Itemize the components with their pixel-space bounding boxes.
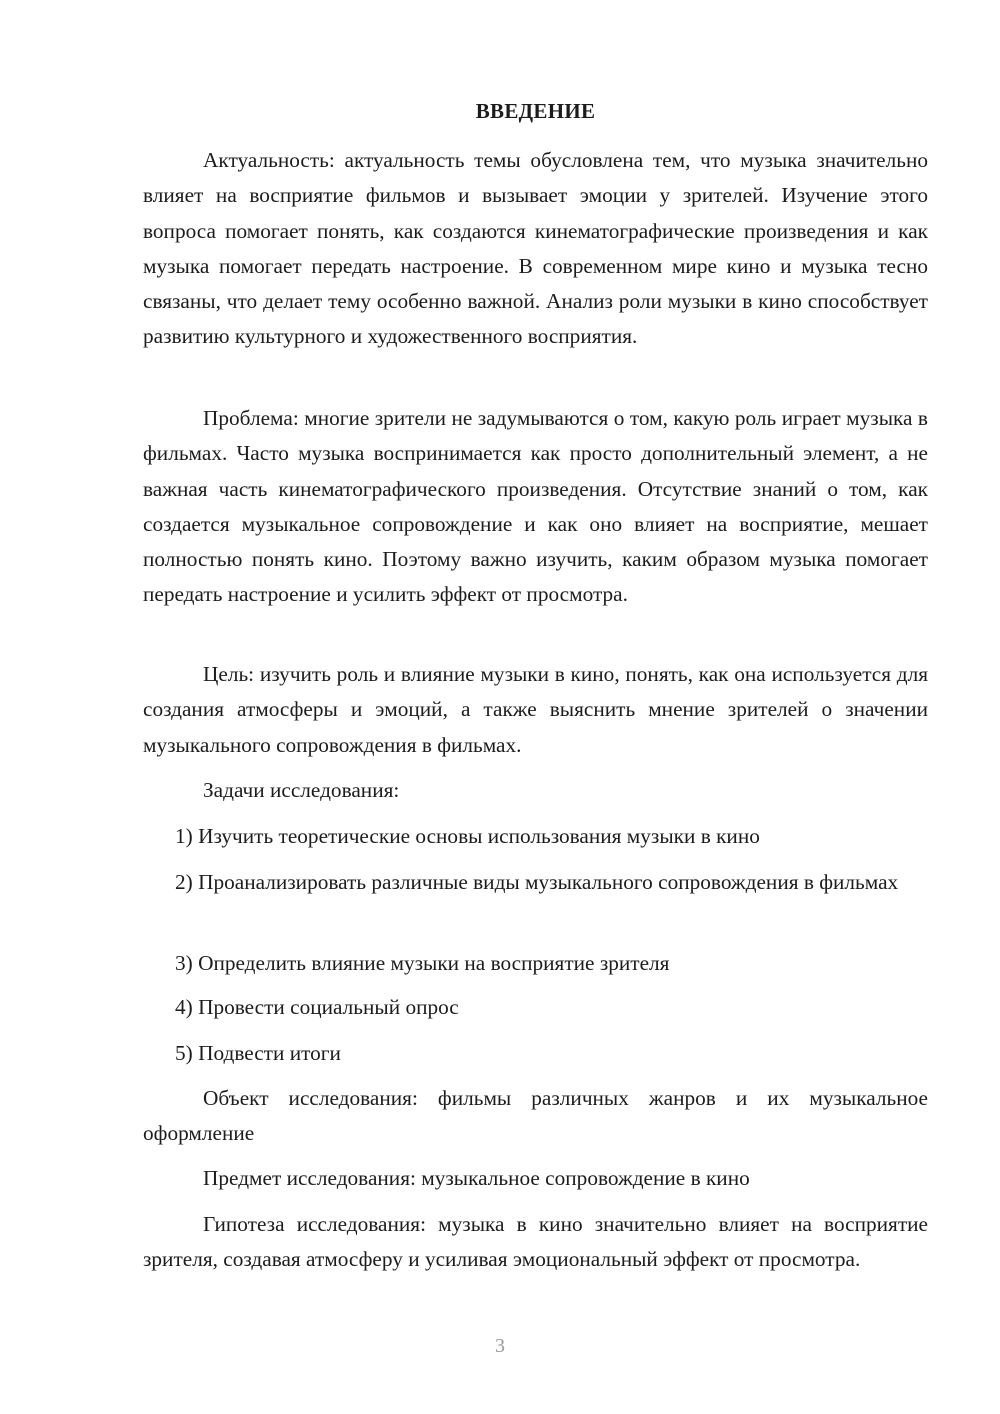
tasks-heading: Задачи исследования: [203, 778, 400, 802]
task-item-3: 3) Определить влияние музыки на восприятие зрителя [175, 951, 670, 975]
object-paragraph: Объект исследования: фильмы различных жанров и их музыкальное оформление [143, 1086, 928, 1146]
hypothesis-paragraph: Гипотеза исследования: музыка в кино значительно влияет на восприятие зрителя, создавая атмосферу и усиливая эмоциональный эффект от просмотра. [143, 1212, 928, 1272]
page-number: 3 [495, 1335, 505, 1357]
subject-paragraph: Предмет исследования: музыкальное сопровождение в кино [203, 1166, 750, 1190]
goal-paragraph: Цель: изучить роль и влияние музыки в кино, понять, как она используется для создания атмосферы и эмоций, а также выяснить мнение зрителей о значении музыкального сопровождения в фильмах. [143, 662, 928, 757]
relevance-paragraph: Актуальность: актуальность темы обусловлена тем, что музыка значительно влияет на восприятие фильмов и вызывает эмоции у зрителей. Изучение этого вопроса помогает понять, как создаются кинематографические произведения и как музыка помогает передать настроение. В современном мире кино и музыка тесно связаны, что делает тему особенно важной. Анализ роли музыки в кино способствует развитию культурного и художественного восприятия. [143, 148, 928, 349]
page-title: ВВЕДЕНИЕ [475, 99, 596, 123]
task-item-2: 2) Проанализировать различные виды музыкального сопровождения в фильмах [175, 870, 899, 894]
problem-paragraph: Проблема: многие зрители не задумываются о том, какую роль играет музыка в фильмах. Часто музыка воспринимается как просто дополнительный элемент, а не важная часть кинематографического произведения. Отсутствие знаний о том, как создается музыкальное сопровождение и как оно влияет на восприятие, мешает полностью понять кино. Поэтому важно изучить, каким образом музыка помогает передать настроение и усилить эффект от просмотра. [143, 406, 928, 607]
task-item-5: 5) Подвести итоги [175, 1041, 341, 1065]
task-item-4: 4) Провести социальный опрос [175, 995, 459, 1019]
task-item-1: 1) Изучить теоретические основы использования музыки в кино [175, 824, 760, 848]
